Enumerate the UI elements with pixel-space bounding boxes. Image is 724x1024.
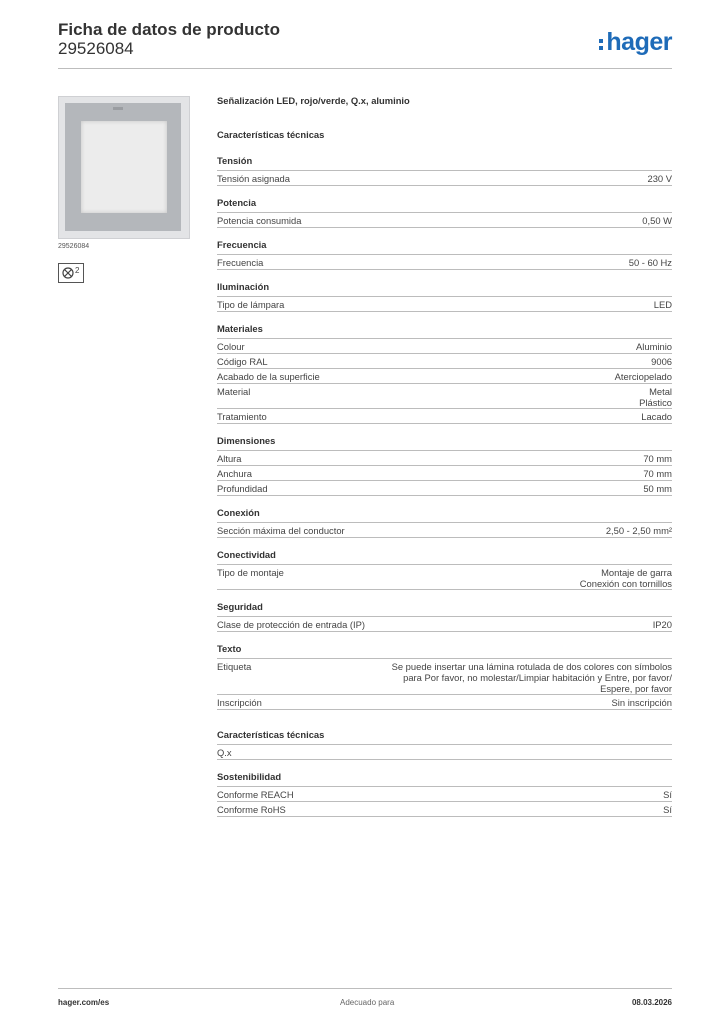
spec-section — [217, 239, 672, 270]
spec-label: Inscripción — [217, 697, 262, 708]
spec-sections-secondary — [217, 729, 672, 817]
spec-label: Acabado de la superficie — [217, 371, 320, 382]
spec-section — [217, 155, 672, 186]
spec-value-line: 50 mm — [643, 483, 672, 494]
spec-value-line: Lacado — [641, 411, 672, 422]
section-title: Iluminación — [217, 281, 270, 292]
spec-value-line: Se puede insertar una lámina rotulada de dos colores con símbolos — [391, 661, 672, 672]
spec-sections — [217, 155, 672, 710]
spec-value-line: 9006 — [651, 356, 672, 367]
spec-value — [580, 567, 672, 589]
section-title: Texto — [217, 643, 242, 654]
spec-section — [217, 197, 672, 228]
spec-label: Anchura — [217, 468, 252, 479]
spec-value — [654, 299, 672, 311]
footer-divider — [58, 988, 672, 989]
spec-row — [217, 658, 672, 694]
product-code: 29526084 — [58, 39, 134, 58]
spec-value — [648, 173, 673, 185]
spec-value-line: 70 mm — [643, 468, 672, 479]
spec-value — [643, 483, 672, 495]
spec-row — [217, 368, 672, 383]
spec-label: Tratamiento — [217, 411, 267, 422]
spec-row — [217, 522, 672, 538]
spec-value — [642, 215, 672, 227]
spec-value-line: Metal — [649, 386, 672, 397]
spec-value — [663, 804, 672, 816]
spec-value-line: Espere, por favor — [600, 683, 672, 694]
spec-row — [217, 212, 672, 228]
product-description: Señalización LED, rojo/verde, Q.x, aluminio — [217, 95, 410, 106]
spec-value-line: Montaje de garra — [601, 567, 672, 578]
footer-website: hager.com/es — [58, 998, 110, 1007]
image-caption: 29526084 — [58, 243, 90, 250]
brand-name: hager — [606, 28, 672, 56]
spec-label: Tipo de montaje — [217, 567, 284, 578]
spec-row — [217, 296, 672, 312]
spec-value — [615, 371, 672, 383]
spec-label: Material — [217, 386, 251, 397]
spec-value-line: 230 V — [647, 173, 672, 184]
spec-value-line: Aterciopelado — [614, 371, 672, 382]
section-title: Tensión — [217, 155, 253, 166]
spec-section — [217, 729, 672, 760]
spec-label: Etiqueta — [217, 661, 252, 672]
spec-value-line: 0,50 W — [642, 215, 672, 226]
spec-label: Q.x — [217, 747, 232, 758]
section-title: Conexión — [217, 507, 260, 518]
spec-value-line: 2,50 - 2,50 mm² — [605, 525, 672, 536]
section-title: Conectividad — [217, 549, 276, 560]
spec-row — [217, 616, 672, 632]
spec-section — [217, 507, 672, 538]
spec-value-line: IP20 — [652, 619, 672, 630]
spec-value — [639, 386, 672, 408]
spec-section — [217, 643, 672, 710]
spec-row — [217, 170, 672, 186]
section-title: Materiales — [217, 323, 263, 334]
spec-value-line: Sin inscripción — [611, 697, 672, 708]
spec-value — [606, 525, 672, 537]
spec-label: Tipo de lámpara — [217, 299, 285, 310]
spec-value — [392, 661, 672, 694]
spec-row — [217, 465, 672, 480]
section-title: Sostenibilidad — [217, 771, 282, 782]
symbol-superscript: 2 — [75, 266, 80, 275]
spec-row — [217, 383, 672, 408]
header-divider — [58, 68, 672, 69]
spec-label: Tensión asignada — [217, 173, 290, 184]
spec-label: Sección máxima del conductor — [217, 525, 345, 536]
spec-row — [217, 408, 672, 424]
spec-section — [217, 549, 672, 590]
spec-row — [217, 353, 672, 368]
led-indicator — [113, 107, 123, 110]
spec-section — [217, 771, 672, 817]
spec-value-line: Plástico — [639, 397, 672, 408]
spec-value-line: Conexión con tornillos — [579, 578, 672, 589]
spec-value-line: 70 mm — [643, 453, 672, 464]
spec-value-line: Aluminio — [636, 341, 672, 352]
spec-value — [612, 697, 672, 709]
spec-section — [217, 281, 672, 312]
specifications — [217, 95, 672, 828]
spec-row — [217, 338, 672, 353]
spec-value — [643, 453, 672, 465]
spec-label: Altura — [217, 453, 242, 464]
spec-row — [217, 564, 672, 590]
spec-value-line: Sí — [663, 804, 672, 815]
product-image — [58, 96, 190, 239]
spec-section — [217, 435, 672, 496]
spec-row — [217, 480, 672, 496]
spec-label: Colour — [217, 341, 245, 352]
spec-section — [217, 323, 672, 424]
lamp-symbol-icon — [58, 263, 84, 283]
spec-value-line: Sí — [663, 789, 672, 800]
spec-label: Potencia consumida — [217, 215, 302, 226]
spec-label: Frecuencia — [217, 257, 264, 268]
spec-value — [663, 789, 672, 801]
spec-value — [653, 619, 672, 631]
spec-section — [217, 601, 672, 632]
spec-value — [651, 356, 672, 368]
spec-value-line: 50 - 60 Hz — [628, 257, 672, 268]
page-title: Ficha de datos de producto — [58, 20, 280, 39]
spec-row — [217, 254, 672, 270]
spec-row — [217, 786, 672, 801]
logo-dots-icon — [599, 36, 603, 51]
footer-note: Adecuado para — [340, 998, 395, 1007]
spec-row — [217, 450, 672, 465]
spec-value — [641, 411, 672, 423]
section-title: Frecuencia — [217, 239, 267, 250]
spec-value — [629, 257, 672, 269]
section-title: Dimensiones — [217, 435, 276, 446]
spec-label: Clase de protección de entrada (IP) — [217, 619, 365, 630]
spec-row — [217, 694, 672, 710]
footer-date: 08.03.2026 — [631, 998, 672, 1007]
section-title: Potencia — [217, 197, 257, 208]
spec-label: Conforme REACH — [217, 789, 294, 800]
spec-label: Conforme RoHS — [217, 804, 286, 815]
brand-logo — [599, 28, 672, 57]
spec-row — [217, 744, 672, 760]
section-title: Seguridad — [217, 601, 263, 612]
product-frame — [65, 103, 181, 231]
product-face — [81, 121, 167, 213]
section-title: Características técnicas — [217, 729, 325, 740]
spec-label: Código RAL — [217, 356, 268, 367]
spec-row — [217, 801, 672, 817]
spec-label: Profundidad — [217, 483, 268, 494]
spec-value — [636, 341, 672, 353]
spec-heading: Características técnicas — [217, 129, 325, 140]
spec-value — [643, 468, 672, 480]
spec-value-line: LED — [653, 299, 672, 310]
spec-value-line: para Por favor, no molestar/Limpiar habitación y Entre, por favor/ — [403, 672, 672, 683]
